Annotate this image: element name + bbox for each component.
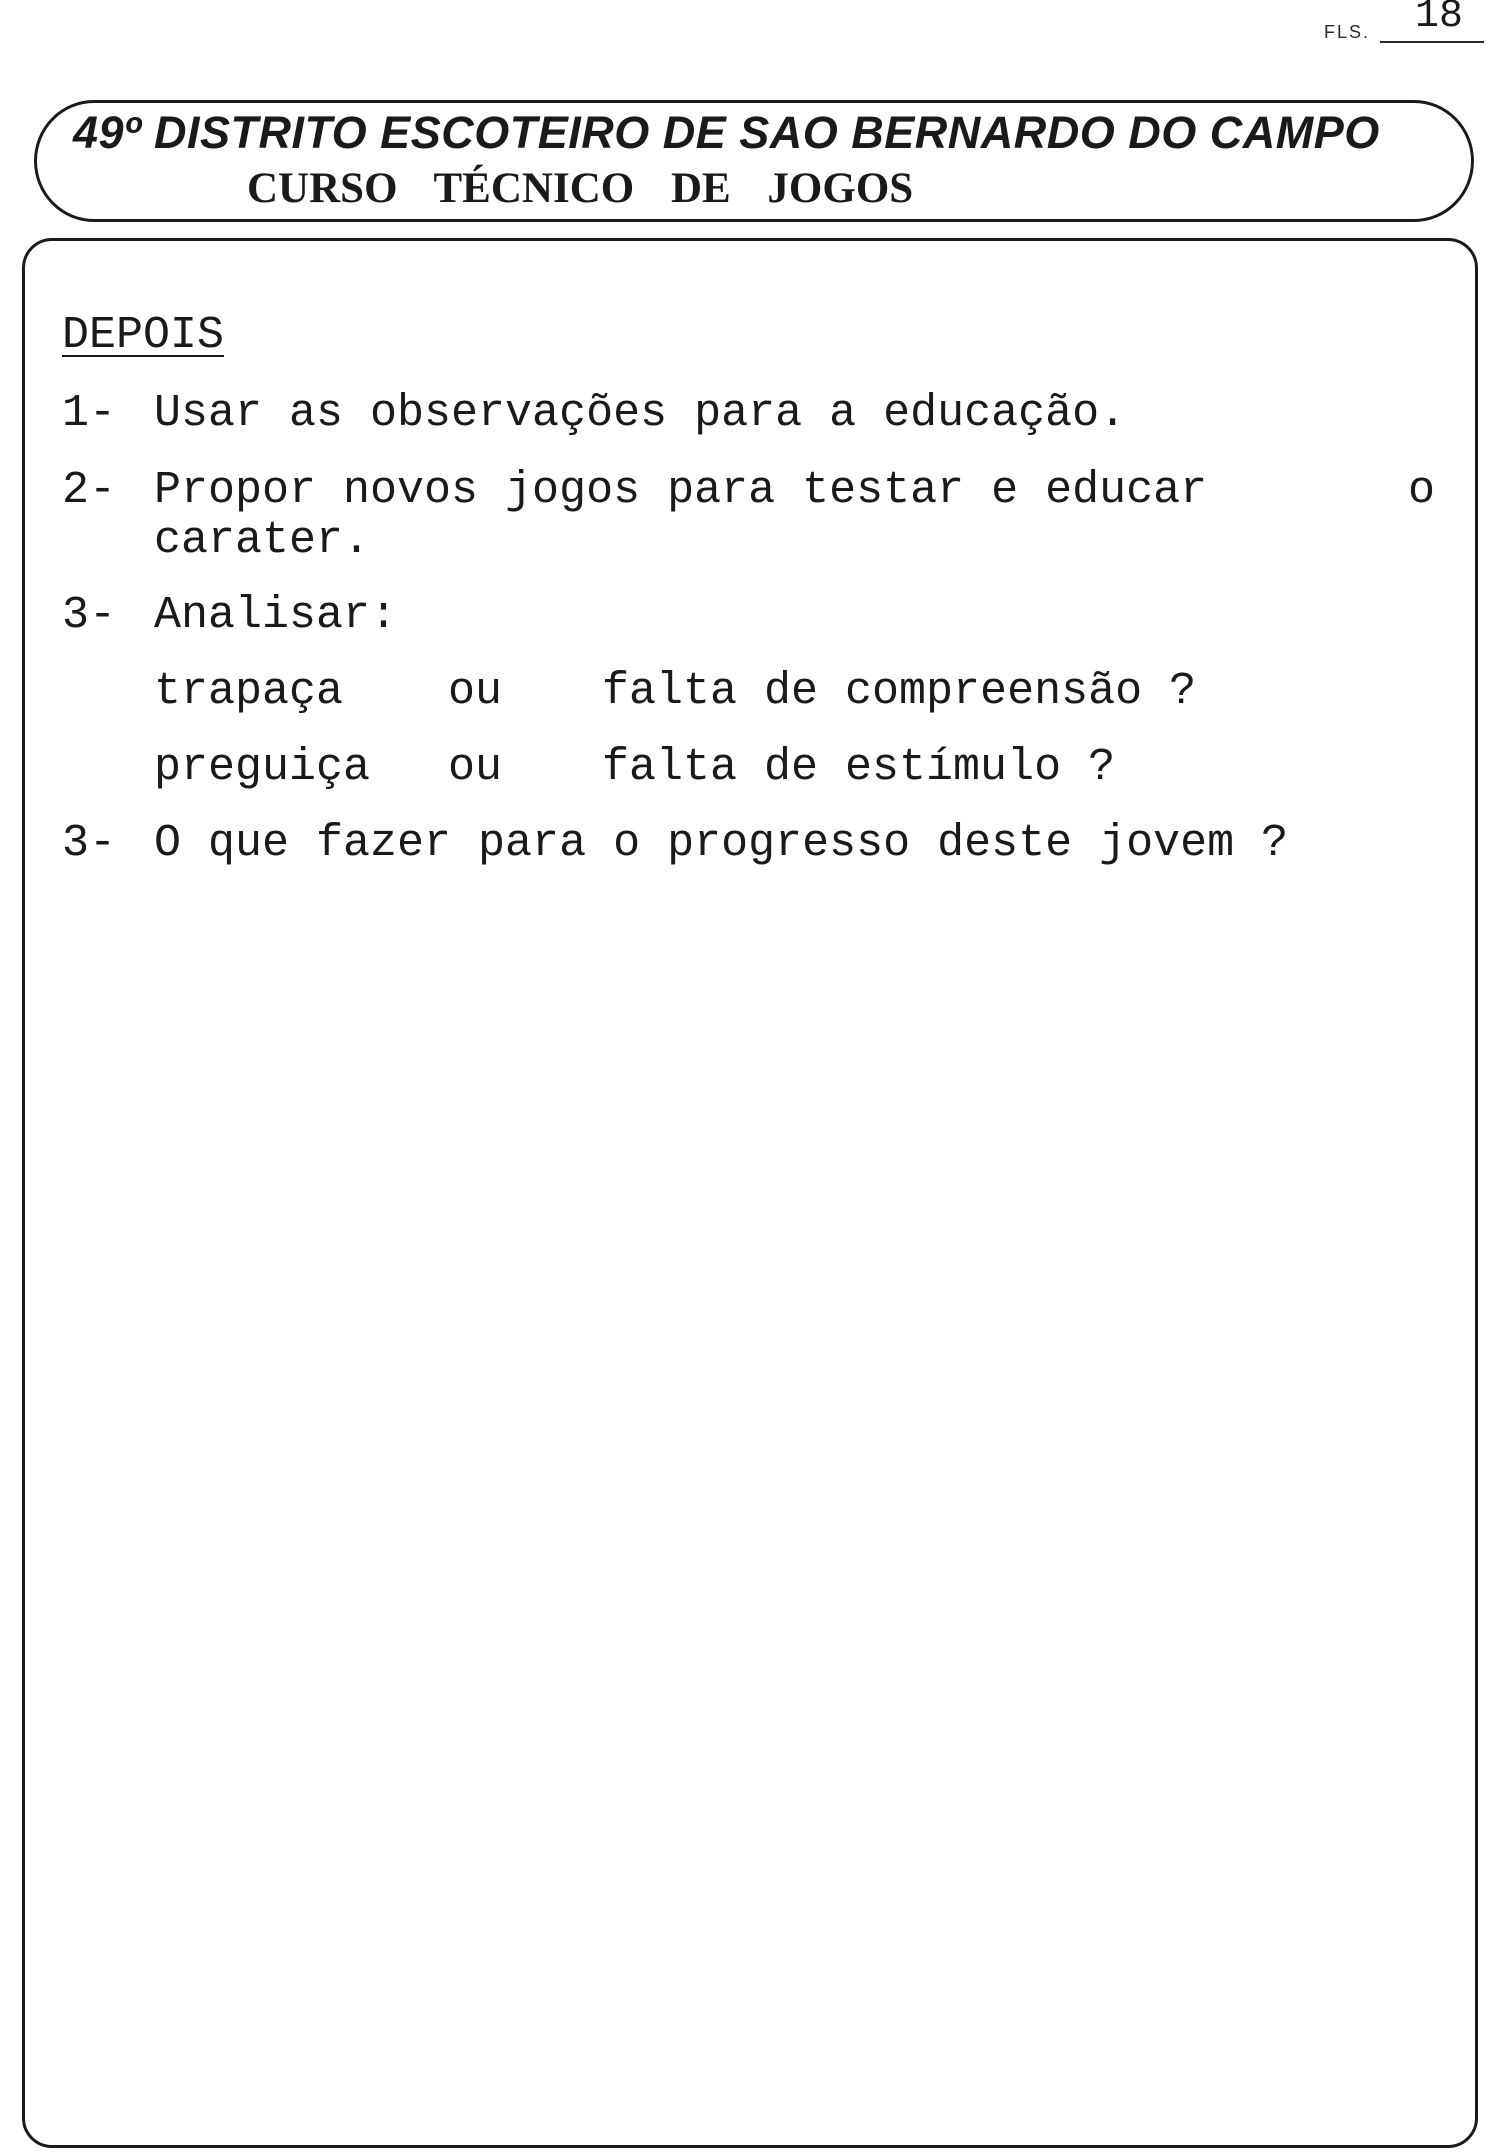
analysis-option-b: falta de estímulo ? xyxy=(602,742,1116,793)
page-number-label: FLS. xyxy=(1324,22,1371,42)
analysis-option-a: trapaça xyxy=(154,666,344,717)
list-item-number: 1- xyxy=(62,388,117,439)
analysis-option-a: preguiça xyxy=(154,742,371,793)
page-number-field xyxy=(1324,0,1484,50)
list-item xyxy=(62,465,1207,516)
list-item xyxy=(62,388,1126,439)
list-item-text: Propor novos jogos para testar e educar xyxy=(154,465,1208,516)
section-title: DEPOIS xyxy=(62,310,225,361)
course-title: CURSO TÉCNICO DE JOGOS xyxy=(247,165,914,212)
analysis-option-b: falta de compreensão ? xyxy=(602,666,1197,717)
list-item-text: Analisar: xyxy=(154,590,398,641)
header-box xyxy=(34,100,1474,222)
list-item xyxy=(62,590,397,641)
list-item-number: 3- xyxy=(62,818,117,869)
list-item xyxy=(62,818,1288,869)
analysis-connector: ou xyxy=(448,666,503,717)
page-number-underline xyxy=(1380,41,1484,43)
district-title: 49º DISTRITO ESCOTEIRO DE SAO BERNARDO DO CAMPO xyxy=(73,107,1380,158)
list-item-number: 2- xyxy=(62,465,117,516)
list-item-text: Usar as observações para a educação. xyxy=(154,388,1127,439)
analysis-connector: ou xyxy=(448,742,503,793)
list-item-text-end: o xyxy=(1408,465,1436,516)
page-number: 18 xyxy=(1414,0,1463,39)
list-item-text: O que fazer para o progresso deste jovem ? xyxy=(154,818,1289,869)
list-item-number: 3- xyxy=(62,590,117,641)
list-item-continuation: carater. xyxy=(154,515,371,566)
